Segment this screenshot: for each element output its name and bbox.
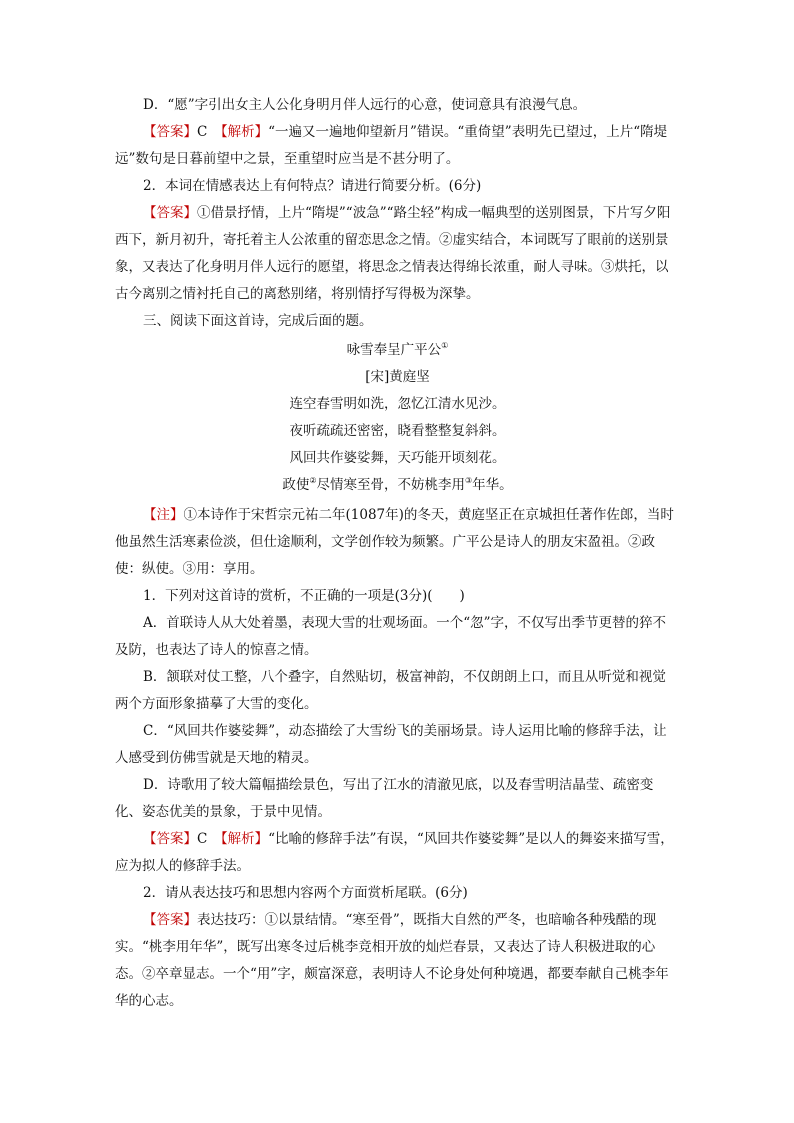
- answer-tag: 【答案】: [143, 831, 197, 847]
- answer-value: C: [197, 124, 221, 140]
- question-1-option-b: B．颔联对仗工整，八个叠字，自然贴切，极富神韵，不仅朗朗上口，而且从听觉和视觉两个方面形象描摹了大雪的变化。: [115, 669, 666, 712]
- answer-tag: 【答案】: [143, 124, 197, 140]
- question-2-answer: [115, 907, 675, 1015]
- poem-line-4-c: 年华。: [472, 477, 513, 493]
- answer-tag: 【答案】: [143, 912, 197, 928]
- poem-line-4-a: 政使: [282, 477, 310, 493]
- poem-line-4-b: 尽情寒至骨，不妨桃李用: [316, 477, 465, 493]
- question-1-option-c: C．“风回共作婆娑舞”，动态描绘了大雪纷飞的美丽场景。诗人运用比喻的修辞手法，让人感受到仿佛雪就是天地的精灵。: [115, 723, 667, 766]
- note-tag: 【注】: [143, 507, 184, 523]
- answer-2-prev: [115, 200, 675, 308]
- answer-text: 表达技巧：①以景结情。“寒至骨”，既指大自然的严冬，也暗喻各种残酷的现实。“桃李用年华”，既写出寒冬过后桃李竞相开放的灿烂春景，又表达了诗人积极进取的心态。②卒章显志。一个“用”字，颇富深意，表明诗人不论身处何种境遇，都要奉献自己桃李年华的心志。: [115, 912, 669, 1009]
- question-2-prev: 2．本词在情感表达上有何特点？请进行简要分析。(6分): [143, 178, 482, 194]
- note-text: ①本诗作于宋哲宗元祐二年(1087年)的冬天，黄庭坚正在京城担任著作佐郎，当时他虽然生活寒素俭淡，但仕途顺利，文学创作较为频繁。广平公是诗人的朋友宋盈祖。②政使：纵使。③用：享用。: [115, 507, 674, 577]
- poem-line-1: 连空春雪明如洗，忽忆江清水见沙。: [289, 396, 506, 412]
- analysis-tag: 【解析】: [220, 831, 269, 847]
- answer-analysis-1: [115, 119, 675, 173]
- poem-line-2: 夜听疏疏还密密，晓看整整复斜斜。: [289, 423, 506, 439]
- note-mark-2: ②: [309, 476, 317, 485]
- poem-title-note: ①: [441, 341, 449, 350]
- question-2: 2．请从表达技巧和思想内容两个方面赏析尾联。(6分): [143, 885, 468, 901]
- poem-line-3: 风回共作婆娑舞，天巧能开顷刻花。: [289, 450, 506, 466]
- question-1-answer: [115, 826, 675, 880]
- question-1-option-a: A．首联诗人从大处着墨，表现大雪的壮观场面。一个“忽”字，不仅写出季节更替的猝不及防，也表达了诗人的惊喜之情。: [115, 615, 667, 658]
- note-mark-3: ③: [465, 476, 473, 485]
- poem-line-4: [115, 472, 680, 499]
- analysis-tag: 【解析】: [220, 124, 269, 140]
- poem-notes: [115, 502, 675, 583]
- analysis-text: “一遍又一遍地仰望新月”错误。“重倚望”表明先已望过，上片“隋堤远”数句是日暮前望中之景，至重望时应当是不甚分明了。: [115, 124, 668, 167]
- question-1: 1．下列对这首诗的赏析，不正确的一项是(3分)( ): [143, 588, 465, 604]
- analysis-text: “比喻的修辞手法”有误，“风回共作婆娑舞”是以人的舞姿来描写雪，应为拟人的修辞手法。: [115, 831, 674, 874]
- option-d: D．“愿”字引出女主人公化身明月伴人远行的心意，使词意具有浪漫气息。: [143, 97, 587, 113]
- poem-title: [115, 337, 680, 364]
- answer-tag: 【答案】: [143, 205, 197, 221]
- answer-value: C: [197, 831, 221, 847]
- question-1-option-d: D．诗歌用了较大篇幅描绘景色，写出了江水的清澈见底，以及春雪明洁晶莹、疏密变化、姿态优美的景象，于景中见情。: [115, 777, 654, 820]
- poem-title-text: 咏雪奉呈广平公: [346, 342, 442, 358]
- section-3-heading: 三、阅读下面这首诗，完成后面的题。: [143, 313, 373, 329]
- answer-text: ①借景抒情，上片“隋堤”“波急”“路尘轻”构成一幅典型的送别图景，下片写夕阳西下，新月初升，寄托着主人公浓重的留恋思念之情。②虚实结合，本词既写了眼前的送别景象，又表达了化身明月伴人远行的愿望，将思念之情表达得绵长浓重，耐人寻味。③烘托，以古今离别之情衬托自己的离愁别绪，将别情抒写得极为深挚。: [115, 205, 671, 302]
- poem-author: [宋]黄庭坚: [365, 369, 430, 385]
